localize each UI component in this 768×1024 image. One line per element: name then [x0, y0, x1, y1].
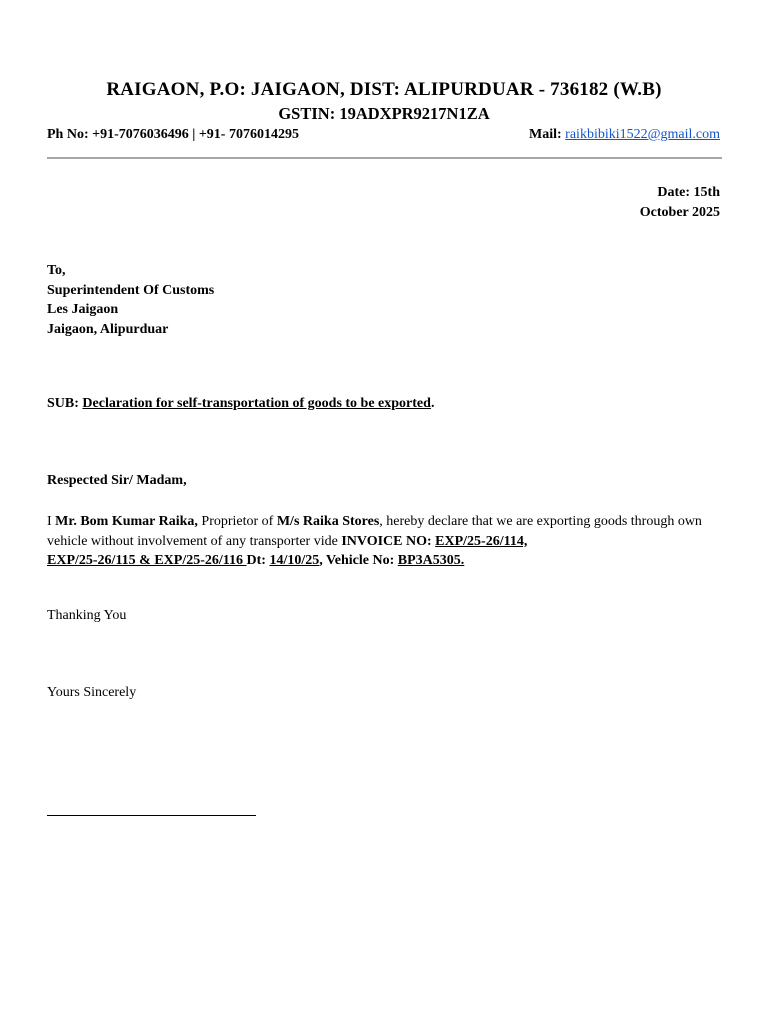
phone-numbers: Ph No: +91-7076036496 | +91- 7076014295 — [47, 127, 299, 142]
mail-label: Mail: — [529, 127, 566, 142]
firm-name: Raika Stores — [299, 514, 380, 529]
declaration-paragraph — [47, 512, 727, 571]
recipient-title: Superintendent Of Customs — [47, 282, 215, 298]
thanking-line: Thanking You — [47, 608, 127, 623]
date-line-1: Date: 15th — [657, 185, 720, 200]
proprietor-name: Mr. Bom Kumar Raika, — [55, 514, 198, 529]
invoice-label: INVOICE NO: — [341, 533, 436, 549]
header-divider — [47, 157, 722, 159]
recipient-location: Jaigaon, Alipurduar — [47, 321, 169, 337]
invoice-number-1: EXP/25-26/114, — [435, 533, 528, 549]
invoice-date: 14/10/25 — [269, 553, 320, 568]
letter-date — [640, 183, 720, 223]
subject-end: . — [430, 396, 435, 411]
email-link[interactable]: raikbibiki1522@gmail.com — [565, 127, 720, 142]
firm-prefix: M/s — [276, 514, 300, 529]
recipient-to: To, — [47, 263, 66, 278]
recipient-block — [47, 261, 214, 339]
letterhead-address: RAIGAON, P.O: JAIGAON, DIST: ALIPURDUAR - 736182 (W.B) — [106, 79, 662, 100]
invoice-date-label: Dt: — [246, 553, 270, 568]
subject-label: SUB: — [47, 396, 83, 411]
date-line-2: October 2025 — [639, 205, 720, 220]
signature-line — [47, 815, 256, 816]
vehicle-number: BP3A5305. — [397, 553, 465, 568]
closing-line: Yours Sincerely — [47, 685, 137, 700]
body-text: I — [47, 514, 56, 529]
vehicle-label: , Vehicle No: — [319, 553, 398, 568]
body-text: , hereby declare that we are exporting goods through own vehicle without involvement of any transporter vide — [47, 514, 702, 549]
mail-line — [529, 127, 720, 143]
subject-line — [47, 396, 434, 412]
body-text: Proprietor of — [197, 514, 277, 529]
subject-text: Declaration for self-transportation of goods to be exported — [82, 396, 431, 411]
recipient-office: Les Jaigaon — [47, 302, 119, 317]
salutation: Respected Sir/ Madam, — [47, 473, 187, 488]
invoice-numbers-2-3: EXP/25-26/115 & EXP/25-26/116 — [47, 553, 247, 568]
gstin-number: GSTIN: 19ADXPR9217N1ZA — [278, 104, 490, 123]
